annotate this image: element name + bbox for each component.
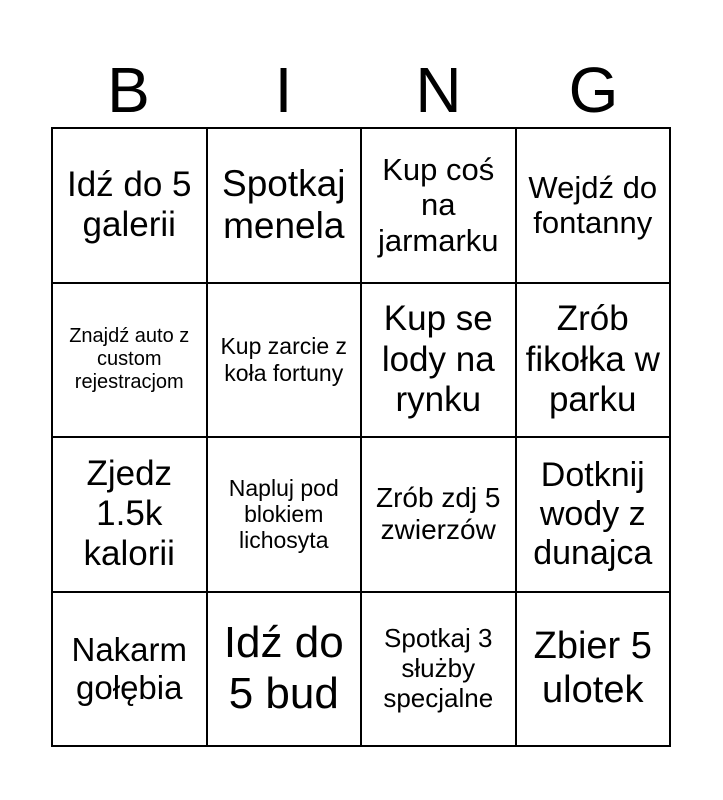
- bingo-cell-text: Zjedz 1.5k kalorii: [83, 453, 175, 574]
- bingo-cell-text: Idź do 5 galerii: [66, 165, 192, 245]
- bingo-cell-text: Kup se lody na rynku: [381, 299, 495, 419]
- bingo-cell-12[interactable]: [517, 438, 672, 593]
- bingo-cell-text: Idź do 5 bud: [223, 618, 344, 718]
- bingo-cell-9[interactable]: [53, 438, 208, 593]
- bingo-cell-text: Spotkaj 3 służby specjalne: [383, 622, 494, 713]
- bingo-cell-14[interactable]: [208, 593, 363, 748]
- bingo-cell-11[interactable]: [362, 438, 517, 593]
- bingo-header: [51, 52, 671, 128]
- header-letter-b: B: [107, 54, 150, 126]
- bingo-cell-10[interactable]: [208, 438, 363, 593]
- bingo-cell-text: Kup zarcie z koła fortuny: [220, 333, 348, 386]
- bingo-cell-text: Nakarm gołębia: [71, 630, 188, 706]
- bingo-cell-text: Zbier 5 ulotek: [533, 625, 652, 711]
- header-letter-g: G: [568, 54, 619, 126]
- bingo-cell-text: Dotknij wody z dunajca: [533, 455, 653, 572]
- bingo-board: [51, 127, 671, 747]
- bingo-cell-text: Wejdź do fontanny: [528, 169, 658, 241]
- header-letter-i: I: [274, 54, 293, 126]
- bingo-cell-13[interactable]: [53, 593, 208, 748]
- bingo-cell-15[interactable]: [362, 593, 517, 748]
- bingo-cell-text: Zrób zdj 5 zwierzów: [376, 482, 501, 546]
- bingo-cell-text: Napluj pod blokiem lichosyta: [228, 474, 339, 554]
- bingo-cell-8[interactable]: [517, 284, 672, 439]
- bingo-cell-6[interactable]: [208, 284, 363, 439]
- bingo-cell-5[interactable]: [53, 284, 208, 439]
- bingo-cell-3[interactable]: [362, 129, 517, 284]
- header-letter-n: N: [415, 54, 462, 126]
- bingo-cell-text: Zrób fikołka w parku: [525, 299, 660, 419]
- bingo-cell-text: Spotkaj menela: [222, 162, 346, 247]
- bingo-cell-2[interactable]: [208, 129, 363, 284]
- bingo-cell-16[interactable]: [517, 593, 672, 748]
- bingo-cell-4[interactable]: [517, 129, 672, 284]
- bingo-cell-1[interactable]: [53, 129, 208, 284]
- bingo-cell-7[interactable]: [362, 284, 517, 439]
- bingo-cell-text: Kup coś na jarmarku: [377, 151, 499, 259]
- bingo-cell-text: Znajdź auto z custom rejestracjom: [69, 325, 190, 394]
